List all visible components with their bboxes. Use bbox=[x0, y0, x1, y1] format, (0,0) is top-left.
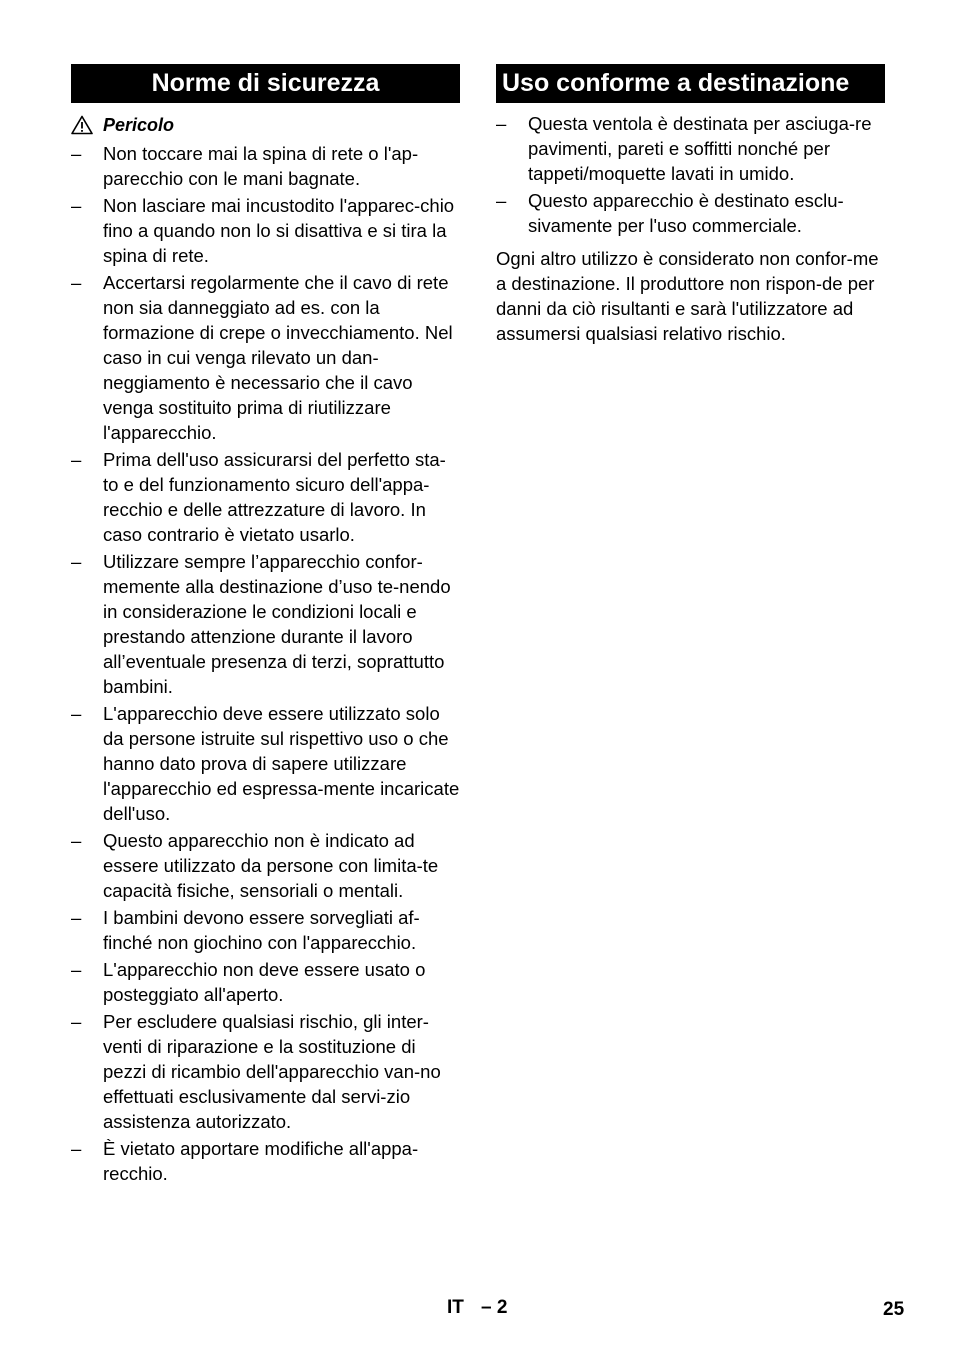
list-item: – Non lasciare mai incustodito l'apparec-chio fino a quando non lo si disattiva e si tira la spina di rete. bbox=[71, 195, 455, 266]
bullet-dash: – bbox=[71, 703, 82, 724]
bullet-dash: – bbox=[71, 1011, 82, 1032]
bullet-dash: – bbox=[71, 272, 82, 293]
bullet-dash: – bbox=[71, 959, 82, 980]
right-column bbox=[496, 64, 885, 346]
list-item: – Non toccare mai la spina di rete o l'ap-parecchio con le mani bagnate. bbox=[71, 143, 419, 189]
list-item: – Utilizzare sempre l’apparecchio confor-memente alla destinazione d’uso te-nendo in considerazione le condizioni locali e prestando attenzione durante il lavoro all’eventuale presenza di terzi, soprattutto bambini. bbox=[71, 551, 451, 697]
list-item: – Questa ventola è destinata per asciuga-re pavimenti, pareti e soffitti nonché per tappeti/moquette lavati in umido. bbox=[496, 113, 872, 184]
list-item: – L'apparecchio deve essere utilizzato solo da persone istruite sul rispettivo uso o che hanno dato prova di sapere utilizzare l'apparecchio ed espressa-mente incaricate dell'uso. bbox=[71, 703, 460, 824]
intended-use-list bbox=[496, 111, 885, 238]
bullet-dash: – bbox=[71, 195, 82, 216]
list-item: – È vietato apportare modifiche all'appa-recchio. bbox=[71, 1138, 419, 1184]
bullet-dash: – bbox=[71, 143, 82, 164]
warning-triangle-icon bbox=[71, 115, 93, 135]
bullet-dash: – bbox=[71, 449, 82, 470]
bullet-dash: – bbox=[71, 1138, 82, 1159]
bullet-dash: – bbox=[496, 113, 507, 134]
list-item: – I bambini devono essere sorvegliati af-finché non giochino con l'apparecchio. bbox=[71, 907, 420, 953]
list-item: – L'apparecchio non deve essere usato o posteggiato all'aperto. bbox=[71, 959, 426, 1005]
footer-language-code: IT bbox=[447, 1297, 464, 1318]
bullet-dash: – bbox=[71, 830, 82, 851]
bullet-dash: – bbox=[71, 551, 82, 572]
list-item: – Questo apparecchio non è indicato ad essere utilizzato da persone con limita-te capacità fisiche, sensoriali o mentali. bbox=[71, 830, 439, 901]
list-item: – Questo apparecchio è destinato esclu-sivamente per l'uso commerciale. bbox=[496, 190, 844, 236]
bullet-dash: – bbox=[71, 907, 82, 928]
safety-list bbox=[71, 141, 460, 1186]
list-item: – Prima dell'uso assicurarsi del perfetto sta-to e del funzionamento sicuro dell'appa-recchio e delle attrezzature di lavoro. In caso contrario è vietato usarlo. bbox=[71, 449, 446, 545]
intended-use-heading: Uso conforme a destinazione bbox=[496, 64, 885, 103]
safety-heading: Norme di sicurezza bbox=[71, 64, 460, 103]
list-item: – Accertarsi regolarmente che il cavo di rete non sia danneggiato ad es. con la formazione di crepe o invecchiamento. Nel caso in cui venga rilevato un dan-neggiamento è necessario che il cavo venga sostituito prima di riutilizzare l'apparecchio. bbox=[71, 272, 453, 443]
bullet-dash: – bbox=[496, 190, 507, 211]
left-column bbox=[71, 64, 460, 1188]
footer-section-number: – 2 bbox=[481, 1297, 508, 1318]
warning-row bbox=[71, 113, 460, 137]
list-item: – Per escludere qualsiasi rischio, gli inter-venti di riparazione e la sostituzione di pezzi di ricambio dell'apparecchio van-no effettuati esclusivamente dal servi-zio assistenza autorizzato. bbox=[71, 1011, 441, 1132]
page-number: 25 bbox=[883, 1299, 905, 1320]
intended-use-paragraph: Ogni altro utilizzo è considerato non confor-me a destinazione. Il produttore non rispon-de per danni da ciò risultanti e sarà l'utilizzatore ad assumersi qualsiasi relativo rischio. bbox=[496, 248, 879, 344]
warning-label: Pericolo bbox=[103, 114, 175, 135]
